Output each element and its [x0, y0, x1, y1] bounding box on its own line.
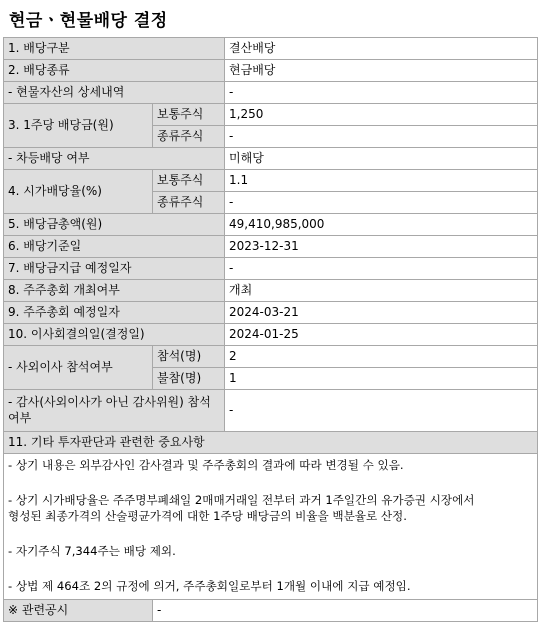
row-label: 3. 1주당 배당금(원) — [4, 104, 153, 148]
row-label: - 감사(사외이사가 아닌 감사위원) 참석여부 — [4, 390, 225, 432]
row-value: 2024-01-25 — [225, 324, 538, 346]
row-value: 2023-12-31 — [225, 236, 538, 258]
row-label: 7. 배당금지급 예정일자 — [4, 258, 225, 280]
table-row — [4, 236, 538, 258]
row-label: 4. 시가배당율(%) — [4, 170, 153, 214]
row-label: - 차등배당 여부 — [4, 148, 225, 170]
row-value: - — [153, 600, 538, 622]
table-row — [4, 60, 538, 82]
row-label: 10. 이사회결의일(결정일) — [4, 324, 225, 346]
sub-label: 보통주식 — [153, 104, 225, 126]
note-line: - 상기 시가배당율은 주주명부폐쇄일 2매매거래일 전부터 과거 1주일간의 유가증권 시장에서 — [8, 493, 475, 507]
table-row — [4, 214, 538, 236]
sub-label: 보통주식 — [153, 170, 225, 192]
sub-label: 종류주식 — [153, 126, 225, 148]
row-value: - — [225, 82, 538, 104]
table-row — [4, 302, 538, 324]
row-label: 6. 배당기준일 — [4, 236, 225, 258]
table-row — [4, 170, 538, 192]
table-row — [4, 280, 538, 302]
row-value: 49,410,985,000 — [225, 214, 538, 236]
table-row — [4, 390, 538, 432]
row-label: 9. 주주총회 예정일자 — [4, 302, 225, 324]
row-label: 2. 배당종류 — [4, 60, 225, 82]
row-value: - — [225, 390, 538, 432]
table-row — [4, 82, 538, 104]
row-label: 5. 배당금총액(원) — [4, 214, 225, 236]
note-line: 형성된 최종가격의 산술평균가격에 대한 1주당 배당금의 비율을 백분율로 산정. — [8, 509, 407, 523]
sub-label: 불참(명) — [153, 368, 225, 390]
row-value: 개최 — [225, 280, 538, 302]
table-row — [4, 600, 538, 622]
row-value: 현금배당 — [225, 60, 538, 82]
row-value: 2 — [225, 346, 538, 368]
row-value: 1,250 — [225, 104, 538, 126]
table-row — [4, 454, 538, 600]
row-value: 결산배당 — [225, 38, 538, 60]
page-title: 현금ㆍ현물배당 결정 — [9, 11, 168, 31]
row-value: 미해당 — [225, 148, 538, 170]
row-label: - 현물자산의 상세내역 — [4, 82, 225, 104]
disclosure-table — [3, 37, 538, 622]
table-row — [4, 258, 538, 280]
note-line: - 상기 내용은 외부감사인 감사결과 및 주주총회의 결과에 따라 변경될 수 있음. — [8, 458, 404, 472]
row-value: - — [225, 126, 538, 148]
row-value: - — [225, 192, 538, 214]
row-label: 8. 주주총회 개최여부 — [4, 280, 225, 302]
row-label: - 사외이사 참석여부 — [4, 346, 153, 390]
table-row — [4, 148, 538, 170]
note-line: - 자기주식 7,344주는 배당 제외. — [8, 544, 176, 558]
notes-cell — [4, 454, 538, 600]
row-label: 1. 배당구분 — [4, 38, 225, 60]
sub-label: 종류주식 — [153, 192, 225, 214]
table-row — [4, 346, 538, 368]
row-value: 2024-03-21 — [225, 302, 538, 324]
table-row — [4, 104, 538, 126]
table-row — [4, 324, 538, 346]
row-value: - — [225, 258, 538, 280]
table-row — [4, 38, 538, 60]
note-line: - 상법 제 464조 2의 규정에 의거, 주주총회일로부터 1개월 이내에 지급 예정임. — [8, 579, 411, 593]
row-label: ※ 관련공시 — [4, 600, 153, 622]
table-row — [4, 432, 538, 454]
section-heading: 11. 기타 투자판단과 관련한 중요사항 — [4, 432, 538, 454]
sub-label: 참석(명) — [153, 346, 225, 368]
row-value: 1.1 — [225, 170, 538, 192]
row-value: 1 — [225, 368, 538, 390]
